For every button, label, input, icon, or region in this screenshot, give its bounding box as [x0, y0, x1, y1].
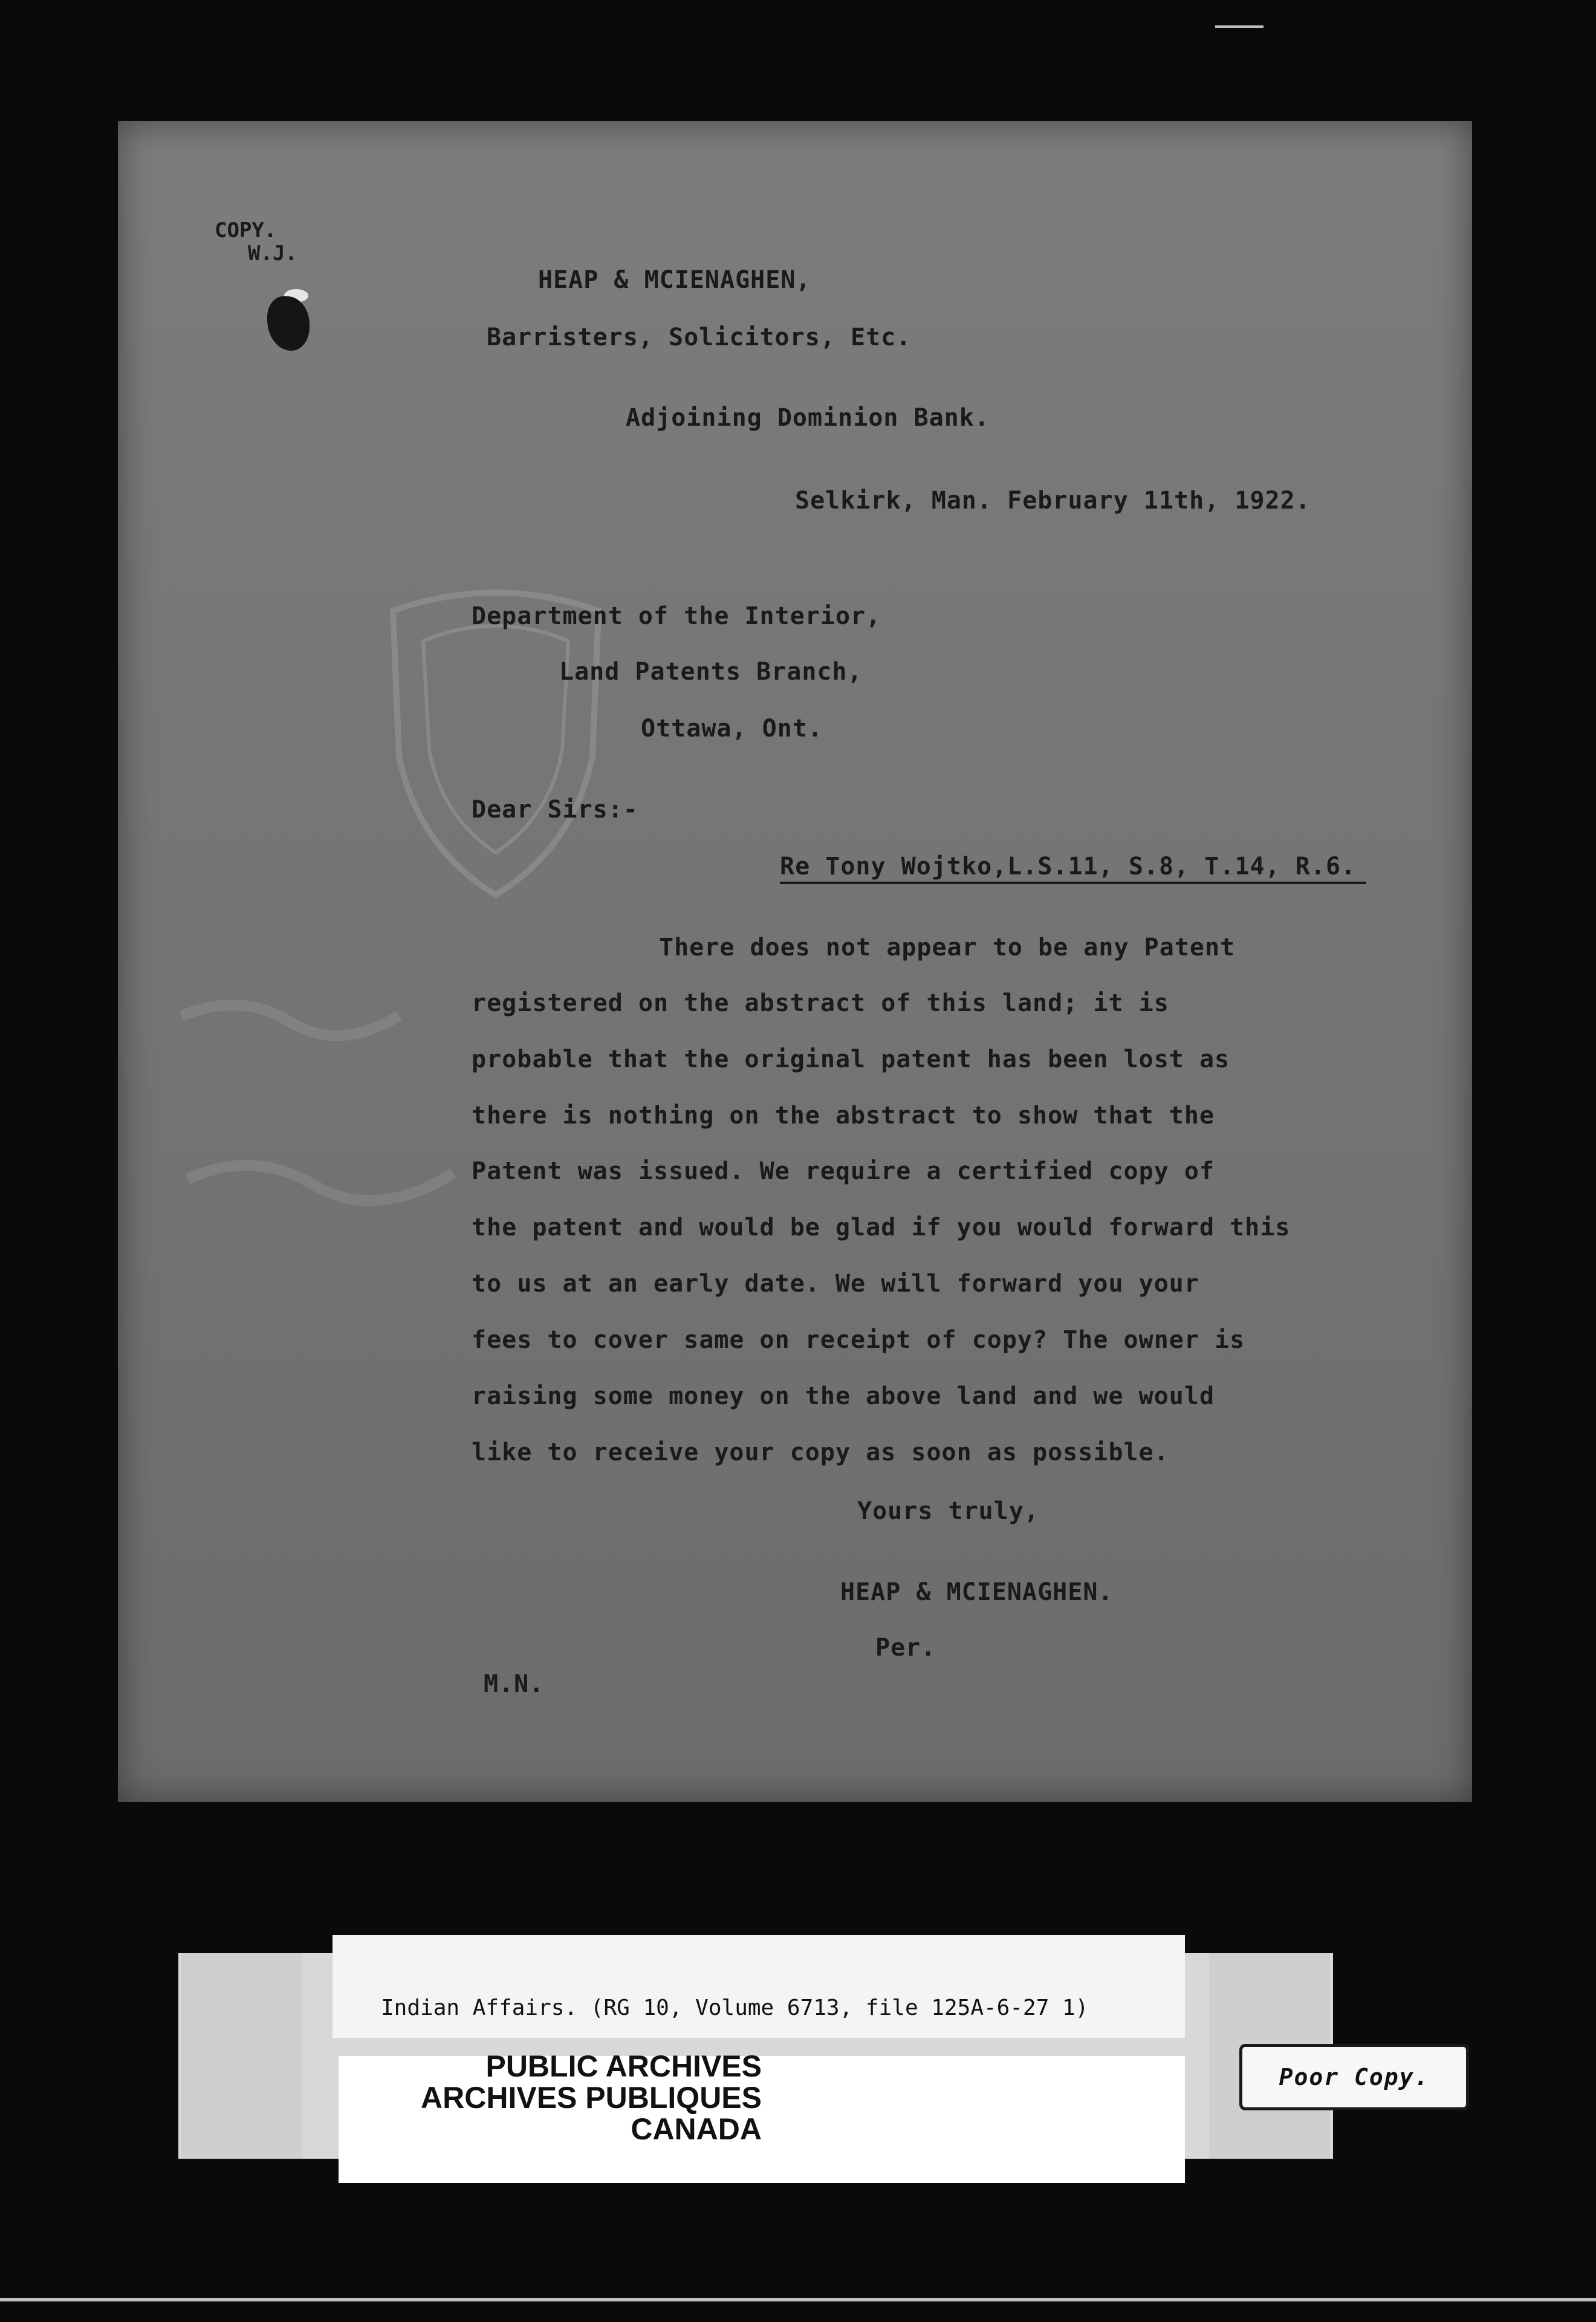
letterhead-location: Adjoining Dominion Bank.	[626, 404, 990, 432]
body-line: There does not appear to be any Patent	[659, 934, 1236, 961]
body-line: raising some money on the above land and we would	[472, 1382, 1215, 1410]
body-line: registered on the abstract of this land; it is	[472, 989, 1169, 1017]
recipient-line-2: Land Patents Branch,	[559, 658, 863, 686]
recipient-line-3: Ottawa, Ont.	[641, 715, 823, 743]
body-line: Patent was issued. We require a certified copy of	[472, 1157, 1215, 1185]
copy-mark: COPY.	[215, 218, 277, 242]
closing: Yours truly,	[857, 1497, 1039, 1525]
frame-edge-mark	[1215, 25, 1264, 28]
signature-per: Per.	[875, 1634, 936, 1662]
letterhead-profession: Barristers, Solicitors, Etc.	[487, 324, 912, 351]
frame-bottom-edge	[0, 2298, 1596, 2301]
salutation: Dear Sirs:-	[472, 796, 638, 824]
body-line: probable that the original patent has been lost as	[472, 1046, 1230, 1073]
initials-mark: W.J.	[248, 241, 297, 265]
archive-reference-strip	[332, 1935, 1185, 2038]
body-line: to us at an early date. We will forward you your	[472, 1270, 1199, 1298]
archive-stamp-strip	[339, 2056, 1185, 2183]
letterhead-firm: HEAP & MCIENAGHEN,	[538, 266, 811, 294]
subject-underline	[780, 882, 1366, 884]
signature-firm: HEAP & MCIENAGHEN.	[840, 1578, 1114, 1606]
recipient-line-1: Department of the Interior,	[472, 602, 881, 630]
body-line: there is nothing on the abstract to show that the	[472, 1102, 1215, 1130]
body-line: the patent and would be glad if you would forward this	[472, 1214, 1291, 1241]
typist-initials: M.N.	[484, 1670, 545, 1698]
body-line: fees to cover same on receipt of copy? The owner is	[472, 1326, 1245, 1354]
body-line: like to receive your copy as soon as possible.	[472, 1439, 1169, 1466]
subject-line: Re Tony Wojtko,L.S.11, S.8, T.14, R.6.	[780, 853, 1357, 880]
date-line: Selkirk, Man. February 11th, 1922.	[795, 487, 1311, 515]
poor-copy-note: Poor Copy.	[1239, 2044, 1469, 2110]
archive-reference: Indian Affairs. (RG 10, Volume 6713, file 125A-6-27 1)	[381, 1995, 1089, 2020]
archive-label-left-tab	[181, 1953, 302, 2159]
letter-sheet	[118, 121, 1472, 1802]
faded-handwriting-ghost	[169, 980, 472, 1270]
